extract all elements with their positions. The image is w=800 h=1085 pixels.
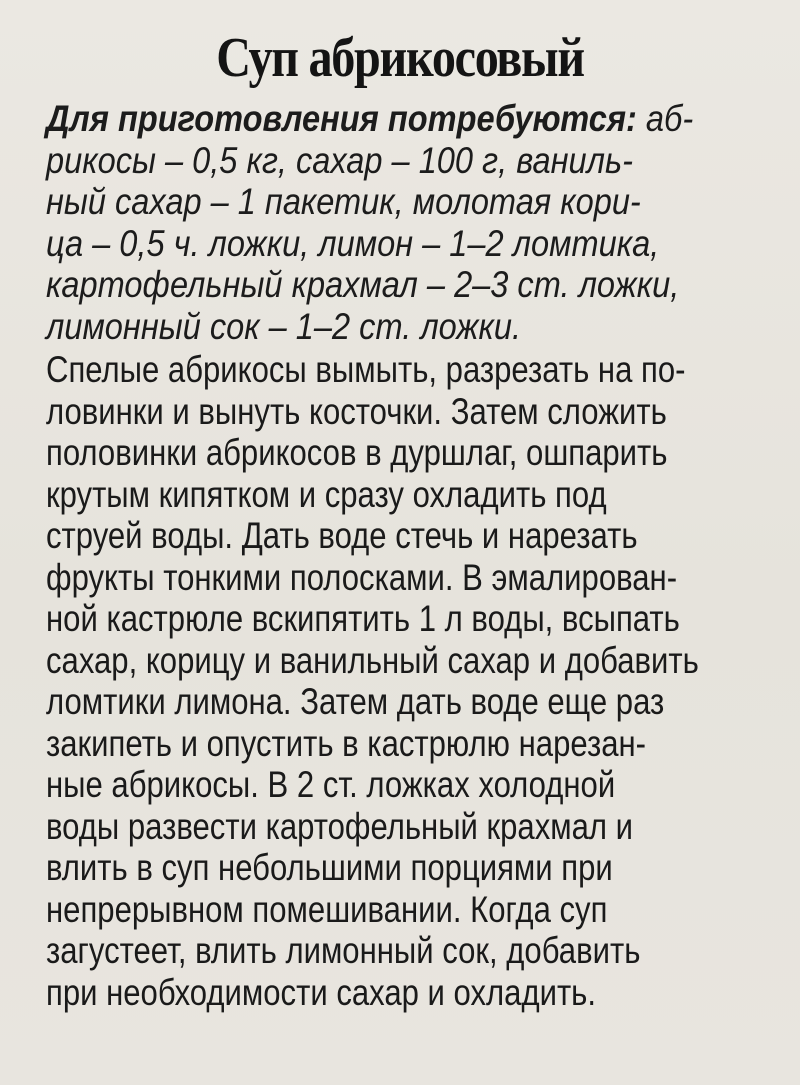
instructions-line: крутым кипятком и сразу охладить под: [46, 473, 607, 515]
ingredients-line: [46, 98, 694, 140]
instructions-line: Спелые абрикосы вымыть, разрезать на по-: [46, 349, 686, 390]
instructions-line: закипеть и опустить в кастрюлю нарезан-: [46, 722, 647, 764]
ingredients-line: ный сахар – 1 пакетик, молотая кори-: [46, 181, 641, 222]
ingredients-line: ца – 0,5 ч. ложки, лимон – 1–2 ломтика,: [46, 222, 660, 264]
instructions-line: непрерывном помешивании. Когда суп: [46, 888, 608, 930]
ingredients-block: [46, 98, 754, 347]
instructions-line: сахар, корицу и ванильный сахар и добавить: [46, 639, 699, 681]
instructions-block: [46, 349, 754, 1013]
ingredients-line: рикосы – 0,5 кг, сахар – 100 г, ваниль-: [46, 139, 633, 181]
instructions-line: струей воды. Дать воде стечь и нарезать: [46, 515, 638, 556]
ingredients-line: картофельный крахмал – 2–3 ст. ложки,: [46, 264, 680, 305]
instructions-line: воды развести картофельный крахмал и: [46, 805, 634, 847]
ingredients-line: лимонный сок – 1–2 ст. ложки.: [46, 305, 522, 347]
instructions-line: фрукты тонкими полосками. В эмалирован-: [46, 556, 678, 598]
instructions-line: половинки абрикосов в дуршлаг, ошпарить: [46, 432, 668, 473]
instructions-line: ной кастрюле вскипятить 1 л воды, всыпать: [46, 598, 680, 639]
recipe-title: Суп абрикосовый: [216, 27, 584, 89]
instructions-line: ломтики лимона. Затем дать воде еще раз: [46, 681, 665, 722]
instructions-line: влить в суп небольшими порциями при: [46, 847, 613, 888]
instructions-line: ные абрикосы. В 2 ст. ложках холодной: [46, 764, 616, 805]
ingredients-text: аб-: [636, 98, 694, 139]
instructions-line: ловинки и вынуть косточки. Затем сложить: [46, 390, 667, 432]
ingredients-lead: Для приготовления потребуются:: [46, 98, 637, 139]
instructions-line: при необходимости сахар и охладить.: [46, 971, 597, 1013]
instructions-line: загустеет, влить лимонный сок, добавить: [46, 930, 641, 971]
